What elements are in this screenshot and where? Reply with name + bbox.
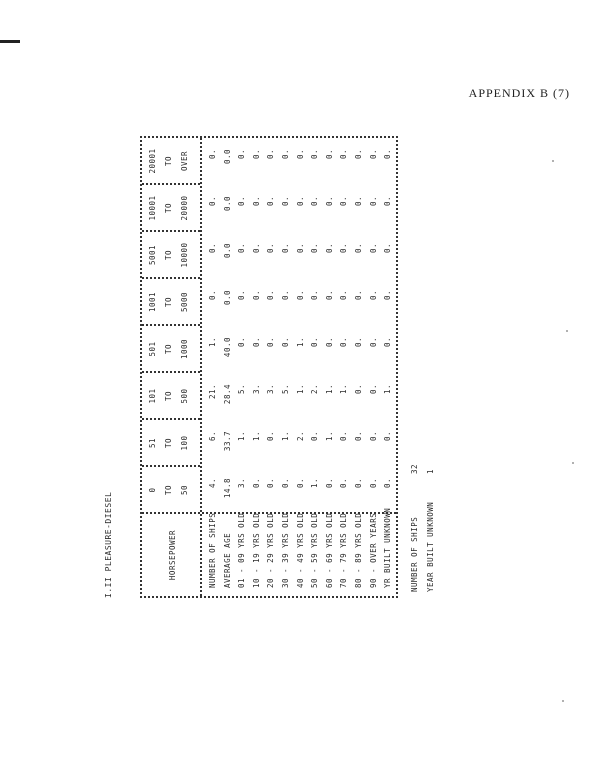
table-cell: 1. [310,478,320,489]
footer-value: 32 [410,463,419,474]
table-cell: 0. [383,431,393,442]
table-cell: 1. [324,431,334,442]
row-label: 60 - 69 YRS OLD [324,512,334,588]
table-cell: 0. [310,431,320,442]
table-cell: 0. [339,337,349,348]
table-cell: 0. [208,196,217,207]
table-cell: 0. [383,196,393,207]
table-cell: 1. [208,337,217,348]
rotated-report [104,68,484,598]
table-cell: 0. [251,478,261,489]
column-header-to: 100 [180,435,189,451]
column-header-from: 51 [148,437,157,449]
table-cell: 0. [354,431,363,442]
row-label: YR BUILT UNKNOWN [383,507,393,588]
table-cell: 28.4 [222,384,232,405]
table-cell: 0. [368,384,378,395]
table-cell: 0. [281,478,290,489]
table-cell: 0. [251,196,261,207]
table-cell: 0. [237,337,247,348]
column-header-from: 0 [148,487,157,493]
table-cell: 0. [310,337,320,348]
row-label: 40 - 49 YRS OLD [295,512,305,588]
column-header-from: 1001 [148,291,157,313]
column-header-to: 10000 [180,242,189,268]
column-header-to: OVER [180,150,189,172]
table-cell: 1. [295,337,305,348]
table-cell: 14.8 [222,478,232,499]
table-cell: 0. [251,337,261,348]
column-header-from: 10001 [148,195,157,221]
footer-line [410,463,419,592]
table-cell: 0. [339,243,349,254]
column-header-sep: TO [164,484,173,496]
table-cell: 33.7 [222,431,232,452]
table-cell: 0. [237,196,247,207]
scan-speck [552,160,554,162]
table-cell: 0. [354,149,363,160]
row-header: HORSEPOWER [168,529,177,581]
row-label: 50 - 59 YRS OLD [310,512,320,588]
table-cell: 0. [266,243,276,254]
column-header-from: 501 [148,341,157,357]
table-cell: 0. [295,196,305,207]
table-cell: 0. [237,243,247,254]
table-cell: 40.0 [222,337,232,358]
table-cell: 1. [251,431,261,442]
footer-value: 1 [426,468,435,474]
table-cell: 5. [281,384,290,395]
table-cell: 0. [208,243,217,254]
column-header-from: 20001 [148,148,157,174]
table-cell: 0.0 [222,290,232,306]
table-cell: 0. [281,149,290,160]
row-label: AVERAGE AGE [222,532,232,588]
table-cell: 0. [368,243,378,254]
column-header-sep: TO [164,296,173,308]
table-cell: 0. [354,478,363,489]
table-cell: 3. [237,478,247,489]
column-header-to: 50 [180,484,189,496]
table-cell: 0. [266,290,276,301]
table-cell: 21. [208,384,217,400]
column-header-sep: TO [164,249,173,261]
scan-speck [562,700,564,702]
table-cell: 0. [281,196,290,207]
table-cell: 0. [354,290,363,301]
table-cell: 0. [383,149,393,160]
table-cell: 0. [324,290,334,301]
table-cell: 0. [237,290,247,301]
report-title: I.II PLEASURE-DIESEL [104,491,113,598]
table-cell: 0. [339,290,349,301]
appendix-header: APPENDIX B (7) [468,86,570,100]
table-cell: 0. [383,290,393,301]
column-header-sep: TO [164,390,173,402]
table-cell: 0. [281,243,290,254]
column-header-to: 5000 [180,291,189,313]
table-cell: 3. [266,384,276,395]
table-cell: 0. [324,149,334,160]
row-label: 80 - 89 YRS OLD [354,512,363,588]
column-header-sep: TO [164,155,173,167]
table-cell: 0. [251,290,261,301]
table-cell: 0. [383,243,393,254]
table-cell: 6. [208,431,217,442]
table-cell: 0. [251,149,261,160]
row-label: 70 - 79 YRS OLD [339,512,349,588]
table-cell: 0. [266,478,276,489]
table-cell: 1. [339,384,349,395]
table-cell: 0. [339,431,349,442]
table-cell: 1. [324,384,334,395]
table-cell: 0. [310,149,320,160]
footer-label: NUMBER OF SHIPS [410,516,419,592]
table-cell: 0. [383,478,393,489]
scan-speck [566,330,568,332]
table-cell: 2. [310,384,320,395]
table-cell: 0. [324,196,334,207]
table-cell: 0. [324,478,334,489]
table-cell: 0. [310,290,320,301]
table-cell: 0. [295,290,305,301]
table-cell: 0. [354,243,363,254]
table-cell: 0.0 [222,196,232,212]
column-header-sep: TO [164,437,173,449]
table-cell: 0. [251,243,261,254]
column-header-to: 20000 [180,195,189,221]
table-cell: 0. [266,149,276,160]
header-divider [200,138,202,596]
table-cell: 0. [324,243,334,254]
table-cell: 0. [310,243,320,254]
table-cell: 0. [237,149,247,160]
table-cell: 0. [208,149,217,160]
table-cell: 0. [339,478,349,489]
table-cell: 0. [368,290,378,301]
table-cell: 2. [295,431,305,442]
data-table [140,136,398,598]
column-header-sep: TO [164,202,173,214]
table-cell: 5. [237,384,247,395]
table-cell: 0. [324,337,334,348]
column-header-to: 500 [180,388,189,404]
table-cell: 0. [266,196,276,207]
table-cell: 1. [383,384,393,395]
table-cell: 1. [295,384,305,395]
scan-speck [572,462,574,464]
table-cell: 0. [354,196,363,207]
table-cell: 0. [339,196,349,207]
row-label: 30 - 39 YRS OLD [281,512,290,588]
table-cell: 1. [237,431,247,442]
margin-dash [0,40,20,43]
row-label: 01 - 09 YRS OLD [237,512,247,588]
column-header-from: 101 [148,388,157,404]
table-cell: 0. [368,337,378,348]
row-label: 10 - 19 YRS OLD [251,512,261,588]
table-cell: 0. [208,290,217,301]
table-cell: 0. [310,196,320,207]
table-cell: 0. [295,478,305,489]
footer-label: YEAR BUILT UNKNOWN [426,501,435,592]
table-cell: 1. [281,431,290,442]
table-cell: 0. [383,337,393,348]
table-cell: 0. [368,196,378,207]
table-cell: 0.0 [222,149,232,165]
column-header-sep: TO [164,343,173,355]
row-label: NUMBER OF SHIPS [208,512,217,588]
column-header-from: 5001 [148,244,157,266]
table-cell: 0. [368,149,378,160]
footer-line [426,468,435,592]
table-cell: 0. [354,384,363,395]
table-cell: 0. [368,478,378,489]
table-cell: 4. [208,478,217,489]
table-cell: 0.0 [222,243,232,259]
table-cell: 0. [354,337,363,348]
column-header-to: 1000 [180,338,189,360]
table-cell: 0. [266,431,276,442]
table-cell: 3. [251,384,261,395]
table-cell: 0. [368,431,378,442]
table-cell: 0. [281,337,290,348]
table-cell: 0. [295,243,305,254]
row-label: 20 - 29 YRS OLD [266,512,276,588]
table-cell: 0. [339,149,349,160]
table-cell: 0. [266,337,276,348]
table-cell: 0. [295,149,305,160]
row-label: 90 - OVER YEARS [368,512,378,588]
table-cell: 0. [281,290,290,301]
